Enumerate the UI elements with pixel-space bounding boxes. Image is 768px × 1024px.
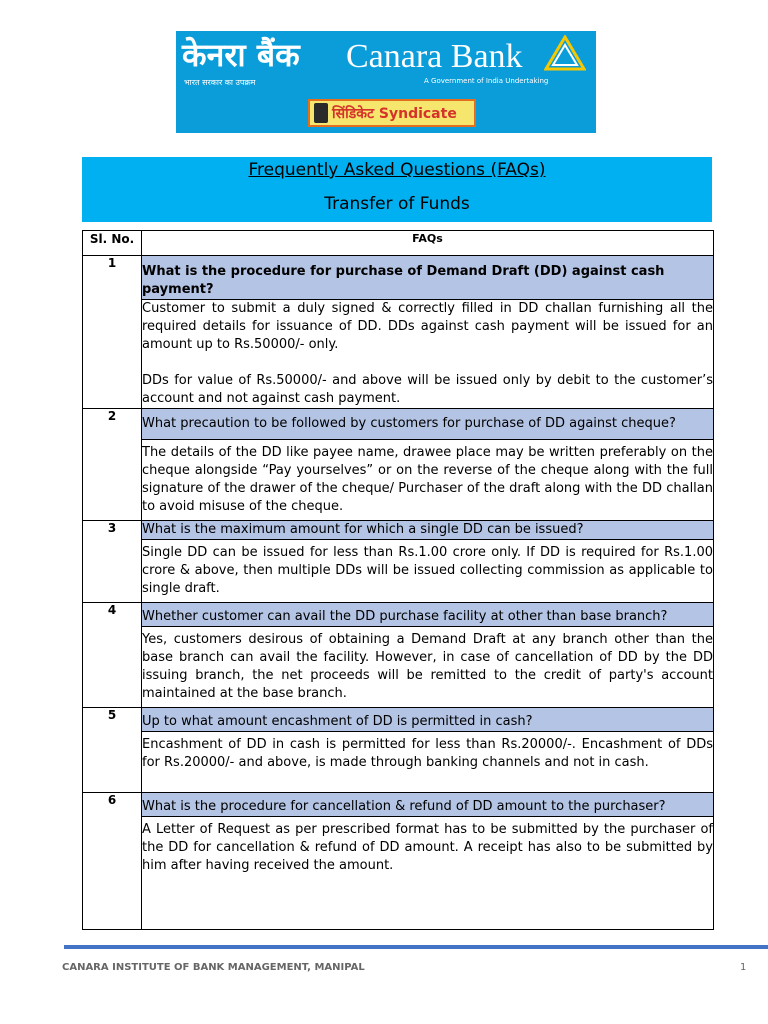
table-row [83,440,714,521]
syndicate-mark-icon [314,103,328,123]
canara-emblem-icon [544,35,586,73]
faq-answer-paragraph: Customer to submit a duly signed & correctly filled in DD challan furnishing all the required details for issuance of DD. DDs against cash payment will be issued for an amount up to Rs.50000/- only. [142,301,713,352]
syndicate-badge [308,99,476,127]
table-row [83,793,714,817]
faq-answer [142,440,714,521]
row-number: 5 [83,708,142,793]
row-number: 2 [83,409,142,521]
table-row [83,300,714,409]
faq-question: Whether customer can avail the DD purchase facility at other than base branch? [142,603,714,627]
footer-institute: CANARA INSTITUTE OF BANK MANAGEMENT, MANIPAL [62,962,365,973]
faq-answer-paragraph: The details of the DD like payee name, drawee place may be written preferably on the cheque alongside “Pay yourselves” or on the reverse of the cheque along with the full signature of the drawer of the cheque/ Purchaser of the draft along with the DD challan to avoid misuse of the cheque. [142,445,713,514]
table-row [83,256,714,300]
faq-answer-paragraph: Encashment of DD in cash is permitted for less than Rs.20000/-. Encashment of DDs for Rs.20000/- and above, is made through banking channels and not in cash. [142,737,713,770]
table-row [83,540,714,603]
table-row [83,521,714,540]
table-row [83,708,714,732]
syndicate-label: सिंडिकेट Syndicate [332,105,457,122]
faq-answer [142,300,714,409]
logo-hindi-tagline: भारत सरकार का उपक्रम [184,78,256,87]
page-number: 1 [740,962,747,973]
faq-question: What is the procedure for cancellation & refund of DD amount to the purchaser? [142,793,714,817]
faq-answer [142,627,714,708]
logo-english-tagline: A Government of India Undertaking [424,77,549,85]
faq-table-header-row [83,231,714,256]
faq-answer [142,732,714,793]
table-row [83,732,714,793]
column-header-sl-no: Sl. No. [83,231,142,256]
faq-question: What is the maximum amount for which a single DD can be issued? [142,521,714,540]
table-row [83,409,714,440]
faq-question: What precaution to be followed by customers for purchase of DD against cheque? [142,409,714,440]
logo-english-name: Canara Bank [346,38,523,75]
faq-answer-paragraph: A Letter of Request as per prescribed format has to be submitted by the purchaser of the DD for cancellation & refund of DD amount. A receipt has also to be submitted by him after having received the amount. [142,822,713,873]
logo-hindi-name: केनरा बैंक [182,36,300,74]
faq-answer-paragraph: Single DD can be issued for less than Rs.1.00 crore only. If DD is required for Rs.1.00 crore & above, then multiple DDs will be issued collecting commission as applicable to single draft. [142,545,713,596]
faq-title: Frequently Asked Questions (FAQs) [248,160,546,180]
row-number: 6 [83,793,142,930]
table-row [83,603,714,627]
faq-answer-paragraph: Yes, customers desirous of obtaining a Demand Draft at any branch other than the base branch can avail the facility. However, in case of cancellation of DD by the DD issuing branch, the net proceeds will be remitted to the credit of party's account maintained at the base branch. [142,632,713,701]
faq-table [82,230,714,930]
faq-answer [142,540,714,603]
faq-header [82,157,712,222]
row-number: 3 [83,521,142,603]
faq-question: What is the procedure for purchase of Demand Draft (DD) against cash payment? [142,256,714,300]
table-row [83,627,714,708]
row-number: 4 [83,603,142,708]
canara-bank-logo [176,31,596,133]
table-row [83,817,714,930]
faq-answer [142,817,714,930]
faq-question: Up to what amount encashment of DD is permitted in cash? [142,708,714,732]
column-header-faqs: FAQs [142,231,714,256]
faq-subtitle: Transfer of Funds [324,194,470,214]
footer-rule [64,945,768,949]
faq-answer-paragraph: DDs for value of Rs.50000/- and above will be issued only by debit to the customer’s account and not against cash payment. [142,373,713,406]
row-number: 1 [83,256,142,409]
